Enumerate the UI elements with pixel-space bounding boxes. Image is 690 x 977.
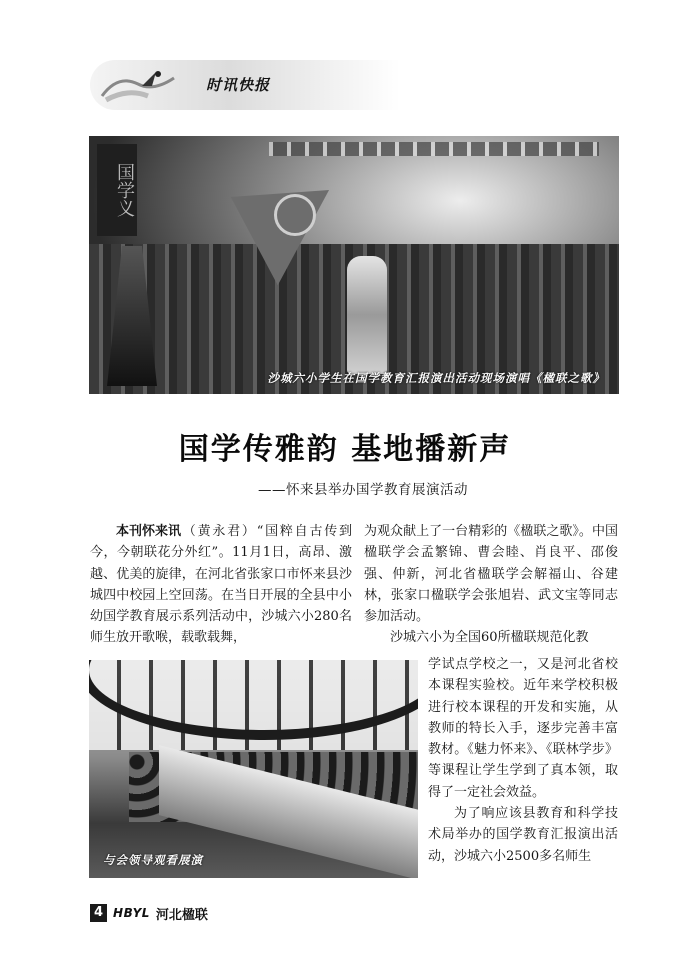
paragraph-1: “国粹自古传到今，今朝联花分外红”。11月1日，高昂、激越、优美的旋律，在河北省张家口市怀来县沙城四中校园上空回荡。在当日开展的全县中小幼国学教育展示系列活动中，沙城六小280名师生放开歌喉，载歌载舞，: [90, 524, 352, 646]
article-column-right-top: [364, 521, 618, 649]
article-headline: 国学传雅韵 基地播新声: [178, 432, 512, 467]
author: （黄永君）: [181, 524, 257, 539]
article-column-left: [90, 521, 352, 649]
stage-lights: [269, 142, 599, 156]
journal-code: HBYL: [113, 906, 150, 920]
costumed-performer: [347, 256, 387, 374]
leaders-photo: [89, 660, 418, 878]
page-footer: [90, 903, 208, 923]
paragraph-3: 为了响应该县教育和科学技术局举办的国学教育汇报演出活动，沙城六小2500多名师生: [428, 806, 618, 864]
ink-bird-ornament-icon: [98, 66, 178, 106]
bottom-photo-caption: 与会领导观看展演: [103, 853, 203, 867]
paragraph-2: 学试点学校之一，又是河北省校本课程实验校。近年来学校积极进行校本课程的开发和实施，从教师的特长入手，逐步完善丰富教材。《魅力怀来》、《联林学步》等课程让学生学到了真本领，取得了一定社会效益。: [428, 657, 618, 800]
article-subheadline: ——怀来县举办国学教育展演活动: [258, 482, 468, 498]
flag-emblem-icon: [274, 194, 316, 236]
section-title: 时讯快报: [206, 76, 271, 94]
section-banner: [90, 60, 400, 110]
article-column-right-wrap: [428, 654, 618, 867]
performance-photo: [89, 136, 619, 394]
vertical-banner: 国学义: [97, 144, 137, 236]
paragraph-1-continued: 为观众献上了一台精彩的《楹联之歌》。中国楹联学会孟繁锦、曹会睦、肖良平、邵俊强、仲新，河北省楹联学会解福山、谷建林，张家口楹联学会张旭岩、武文宝等同志参加活动。: [364, 524, 618, 625]
page-number: 4: [90, 904, 107, 922]
journal-name: 河北楹联: [155, 907, 208, 923]
lead-label: 本刊怀来讯: [116, 524, 182, 539]
paragraph-2-start: 沙城六小为全国60所楹联规范化教: [390, 630, 589, 646]
top-photo-caption: 沙城六小学生在国学教育汇报演出活动现场演唱《楹联之歌》: [267, 371, 605, 385]
